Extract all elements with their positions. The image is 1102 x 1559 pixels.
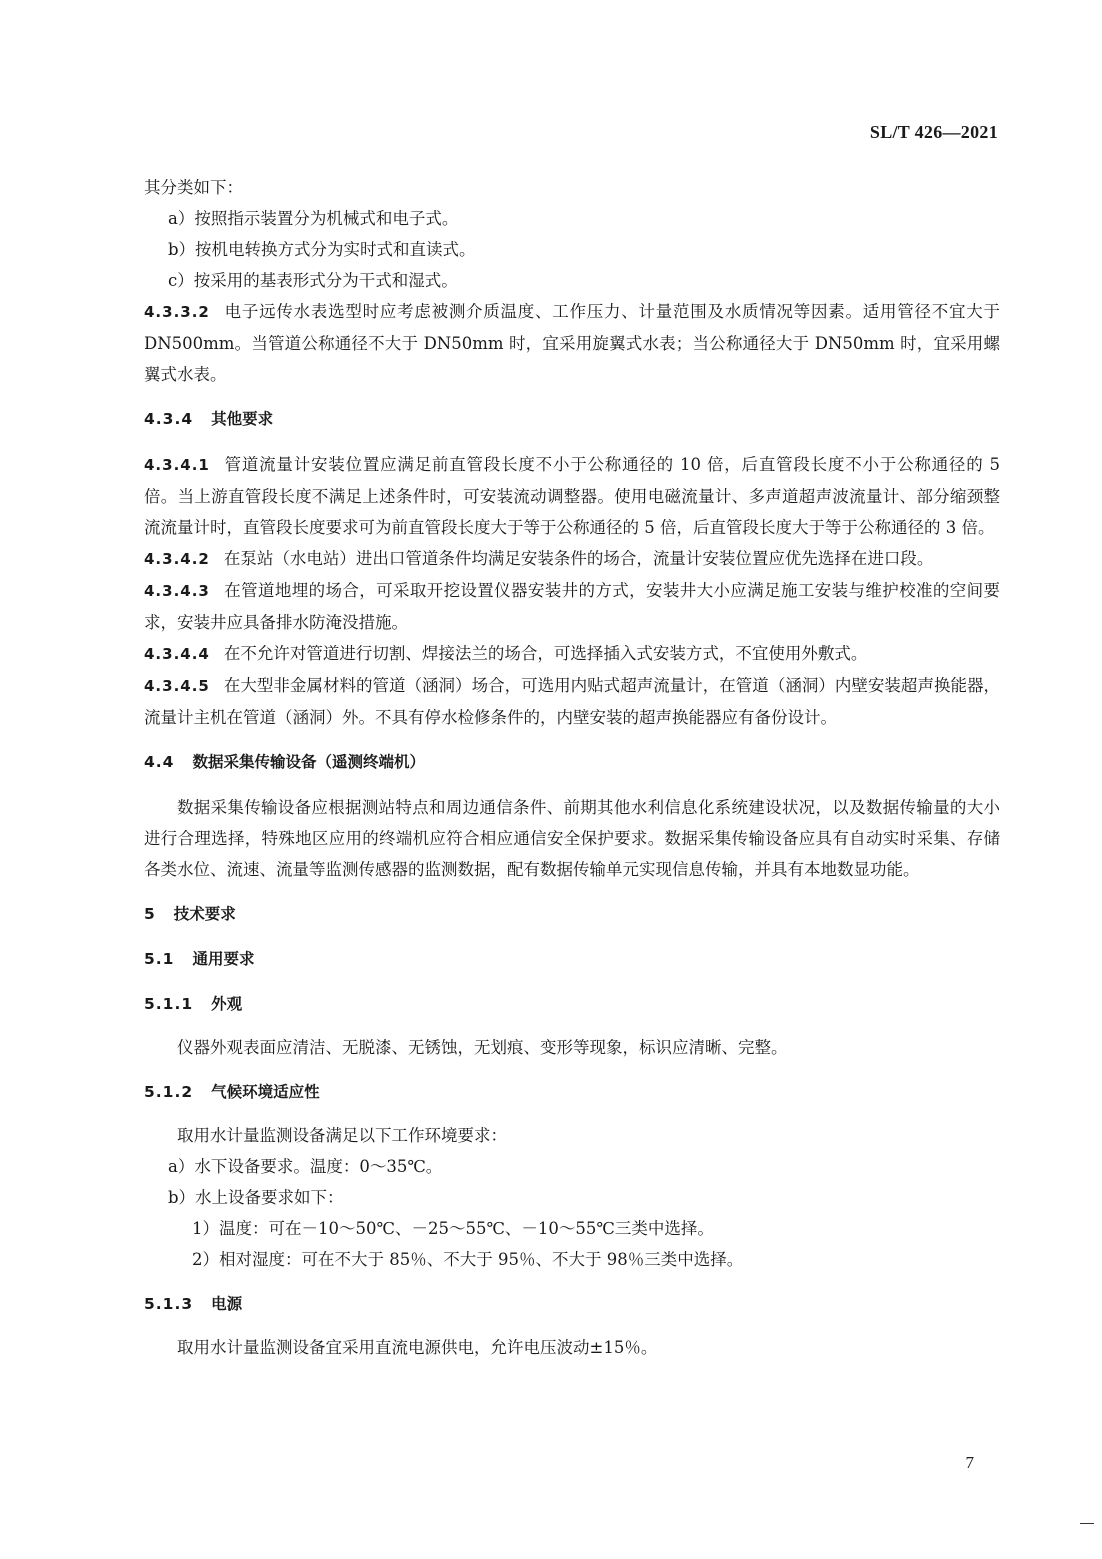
section-4-4-body: 数据采集传输设备应根据测站特点和周边通信条件、前期其他水利信息化系统建设状况，以及数据传输量的大小进行合理选择，特殊地区应用的终端机应符合相应通信安全保护要求。数据采集传输设备应具有自动实时采集、存储各类水位、流速、流量等监测传感器的监测数据，配有数据传输单元实现信息传输，并具有本地数显功能。: [144, 798, 1000, 879]
heading-5-1-1: [144, 989, 1000, 1020]
clause-4-3-4-5: [144, 670, 1000, 733]
environment-item-b: b）水上设备要求如下：: [168, 1188, 344, 1207]
heading-number: 4.4: [144, 753, 175, 771]
heading-number: 5.1: [144, 950, 175, 968]
heading-number: 4.3.4: [144, 410, 194, 428]
heading-title: 通用要求: [192, 950, 255, 968]
heading-4-3-4: [144, 404, 1000, 435]
page-number: 7: [965, 1453, 974, 1472]
clause-text: 电子远传水表选型时应考虑被测介质温度、工作压力、计量范围及水质情况等因素。适用管径不宜大于 DN500mm。当管道公称通径不大于 DN50mm 时，宜采用旋翼式水表；当公称通径大于 DN50mm 时，宜采用螺翼式水表。: [144, 302, 1000, 384]
clause-text: 管道流量计安装位置应满足前直管段长度不小于公称通径的 10 倍，后直管段长度不小于公称通径的 5 倍。当上游直管段长度不满足上述条件时，可安装流动调整器。使用电磁流量计、多声道超声波流量计、部分缩颈整流流量计时，直管段长度要求可为前直管段长度大于等于公称通径的 5 倍，后直管段长度大于等于公称通径的 3 倍。: [144, 455, 1000, 537]
heading-title: 数据采集传输设备（遥测终端机）: [192, 753, 425, 771]
clause-number: 4.3.4.4: [144, 645, 210, 663]
clause-4-3-4-2: [144, 543, 1000, 575]
heading-chapter-5: [144, 899, 1000, 930]
clause-text: 在大型非金属材料的管道（涵洞）场合，可选用内贴式超声流量计，在管道（涵洞）内壁安装超声换能器，流量计主机在管道（涵洞）外。不具有停水检修条件的，内壁安装的超声换能器应有备份设计。: [144, 676, 1000, 727]
heading-5-1-3: [144, 1289, 1000, 1320]
environment-item-a: a）水下设备要求。温度：0～35℃。: [168, 1157, 443, 1176]
clause-4-3-3-2: [144, 296, 1000, 390]
heading-number: 5.1.3: [144, 1295, 194, 1313]
page-content: [144, 172, 1000, 1363]
heading-5-1-2: [144, 1077, 1000, 1108]
clause-text: 在泵站（水电站）进出口管道条件均满足安装条件的场合，流量计安装位置应优先选择在进口段。: [223, 549, 934, 568]
clause-text: 在不允许对管道进行切割、焊接法兰的场合，可选择插入式安装方式，不宜使用外敷式。: [223, 644, 868, 663]
heading-number: 5.1.1: [144, 995, 194, 1013]
environment-sub-item-1: 1）温度：可在－10～50℃、－25～55℃、－10～55℃三类中选择。: [192, 1219, 714, 1238]
clause-number: 4.3.4.2: [144, 550, 210, 568]
section-5-1-2-lead: 取用水计量监测设备满足以下工作环境要求：: [177, 1126, 507, 1145]
heading-title: 其他要求: [211, 410, 274, 428]
environment-sub-item-2: 2）相对湿度：可在不大于 85％、不大于 95％、不大于 98％三类中选择。: [192, 1250, 744, 1269]
clause-text: 在管道地埋的场合，可采取开挖设置仪器安装井的方式，安装井大小应满足施工安装与维护校准的空间要求，安装井应具备排水防淹没措施。: [144, 581, 1000, 632]
clause-4-3-4-4: [144, 638, 1000, 670]
heading-5-1: [144, 944, 1000, 975]
standard-code: SL/T 426—2021: [869, 122, 998, 142]
clause-number: 4.3.4.1: [144, 456, 210, 474]
clause-4-3-4-3: [144, 575, 1000, 638]
section-5-1-1-body: 仪器外观表面应清洁、无脱漆、无锈蚀，无划痕、变形等现象，标识应清晰、完整。: [177, 1038, 788, 1057]
clause-number: 4.3.4.5: [144, 677, 210, 695]
clause-4-3-4-1: [144, 449, 1000, 543]
heading-title: 气候环境适应性: [211, 1083, 320, 1101]
heading-title: 电源: [211, 1295, 243, 1313]
classification-item-b: b）按机电转换方式分为实时式和直读式。: [168, 240, 476, 259]
heading-number: 5.1.2: [144, 1083, 194, 1101]
heading-title: 技术要求: [173, 905, 236, 923]
heading-4-4: [144, 747, 1000, 778]
classification-lead: 其分类如下：: [144, 178, 243, 197]
heading-title: 外观: [211, 995, 243, 1013]
heading-number: 5: [144, 905, 156, 923]
scan-corner-mark: [1080, 1523, 1094, 1524]
classification-item-a: a）按照指示装置分为机械式和电子式。: [168, 209, 459, 228]
clause-number: 4.3.3.2: [144, 303, 210, 321]
clause-number: 4.3.4.3: [144, 582, 210, 600]
classification-item-c: c）按采用的基表形式分为干式和湿式。: [168, 271, 458, 290]
section-5-1-3-body: 取用水计量监测设备宜采用直流电源供电，允许电压波动±15％。: [177, 1338, 658, 1357]
